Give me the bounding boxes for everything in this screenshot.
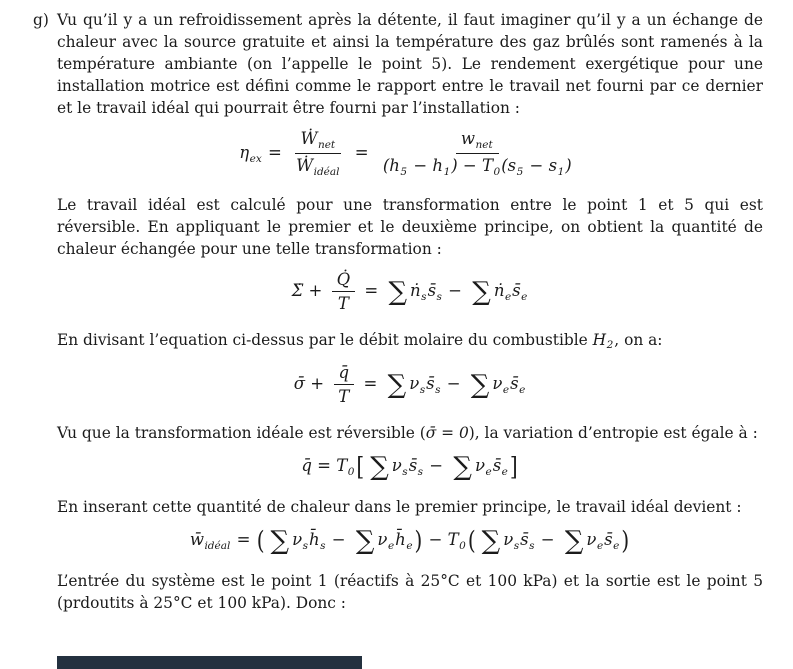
math-fraction — [291, 129, 345, 178]
paragraph-divide-molar-flow-post: , on a: — [614, 331, 663, 349]
summation-operator: ∑ — [472, 277, 491, 307]
math-fraction — [378, 129, 577, 178]
math-text: T — [338, 387, 350, 406]
math-subscript: 5 — [400, 166, 408, 178]
summation-operator: ∑ — [270, 526, 290, 556]
math-numerator — [456, 129, 499, 154]
math-subscript: e — [485, 466, 492, 478]
math-subscript: 0 — [459, 540, 466, 552]
math-subscript: e — [387, 540, 395, 552]
list-item-g — [33, 9, 763, 623]
math-delimiter: ) — [621, 524, 630, 556]
math-subscript: idéal — [204, 540, 231, 552]
math-numerator — [334, 363, 355, 385]
math-text: η — [239, 143, 250, 162]
math-text: = — [358, 374, 383, 393]
math-text: ν — [586, 530, 597, 549]
math-subscript: s — [513, 540, 520, 552]
math-denominator — [378, 154, 577, 178]
math-numerator — [295, 129, 341, 154]
math-subscript: e — [502, 384, 510, 396]
math-text: Q̇ — [336, 270, 351, 289]
math-text: − — [441, 374, 466, 393]
math-subscript: s — [320, 540, 326, 552]
summation-operator: ∑ — [355, 526, 375, 556]
math-text: s̄ — [492, 456, 502, 475]
math-subscript: s — [417, 466, 424, 478]
math-text: ν — [391, 456, 402, 475]
math-subscript: s — [302, 540, 308, 552]
summation-operator: ∑ — [564, 526, 584, 556]
math-subscript: 5 — [516, 166, 524, 178]
math-denominator — [333, 292, 354, 313]
math-subscript: 1 — [443, 166, 451, 178]
math-subscript: s — [435, 384, 441, 396]
math-text: s̄ — [427, 281, 437, 300]
math-text: ) − T — [451, 156, 494, 175]
math-text: ν — [292, 530, 303, 549]
paragraph-exergy-intro: Vu qu’il y a un refroidissement après la détente, il faut imaginer qu’il y a un échange de chaleur avec la source gratuite et ainsi la température des gaz brûlés sont ramenés à la température ambiante (on l’appelle le point 5). Le rendement exergétique pour une installation motrice est défini comme le rapport entre le travail net fourni par ce dernier et le travail idéal qui pourrait être fourni par l’installation : — [57, 11, 763, 117]
math-subscript: idéal — [313, 166, 340, 178]
paragraph-reversible-transformation — [57, 422, 763, 444]
equation-ideal-work — [57, 524, 763, 556]
math-text: s̄ — [604, 530, 613, 549]
math-text: h̄ — [395, 530, 406, 549]
math-text: h̄ — [309, 530, 320, 549]
math-numerator — [332, 270, 356, 292]
equation-reversible-heat — [57, 450, 763, 482]
math-text: σ̄ + — [293, 374, 330, 393]
math-subscript: e — [613, 540, 620, 552]
math-subscript: net — [317, 139, 336, 151]
math-text: H — [592, 331, 607, 349]
math-text: Σ̇ + — [291, 281, 328, 300]
math-text: ν — [409, 374, 420, 393]
summation-operator: ∑ — [387, 370, 407, 400]
math-subscript: s — [402, 466, 408, 478]
paragraph-insert-heat: En inserant cette quantité de chaleur dans le premier principe, le travail idéal devient : — [57, 498, 742, 516]
math-delimiter: ( — [256, 524, 265, 556]
math-text: q̄ = T — [301, 456, 348, 475]
paragraph-divide-molar-flow — [57, 329, 763, 353]
item-body — [57, 9, 763, 623]
math-text: ν — [377, 530, 388, 549]
math-subscript: e — [519, 384, 526, 396]
math-text: T — [337, 294, 349, 313]
math-subscript: e — [596, 540, 604, 552]
math-text: q̄ — [338, 363, 350, 382]
math-delimiter: ] — [509, 450, 518, 482]
math-text: Ẇ — [300, 129, 318, 148]
math-subscript: e — [406, 540, 413, 552]
math-delimiter: ( — [467, 524, 476, 556]
math-text: = — [359, 281, 384, 300]
math-subscript: 1 — [557, 166, 565, 178]
summation-operator: ∑ — [453, 452, 472, 482]
math-subscript: s — [436, 291, 442, 303]
math-text: s̄ — [510, 374, 519, 393]
math-text: = — [231, 530, 256, 549]
math-delimiter: ) — [414, 524, 423, 556]
math-text: ν — [503, 530, 514, 549]
summation-operator: ∑ — [481, 526, 501, 556]
math-fraction — [332, 270, 356, 313]
math-text: = — [262, 143, 288, 162]
paragraph-divide-molar-flow-pre: En divisant l’equation ci-dessus par le débit molaire du combustible — [57, 331, 593, 349]
math-text: − h — [408, 156, 444, 175]
math-text: w̄ — [189, 530, 204, 549]
hydrogen-symbol — [593, 331, 615, 349]
math-text: − T — [423, 530, 459, 549]
summation-operator: ∑ — [388, 277, 408, 307]
math-subscript: s — [421, 291, 427, 303]
math-delimiter: [ — [356, 450, 365, 482]
equation-entropy-balance — [57, 270, 763, 313]
math-denominator — [333, 385, 354, 406]
summation-operator: ∑ — [370, 452, 389, 482]
math-text: − — [535, 530, 560, 549]
math-subscript: e — [504, 291, 512, 303]
math-text: ṅ — [493, 281, 505, 300]
math-text: − — [442, 281, 468, 300]
paragraph-reversible-pre: Vu que la transformation idéale est réversible ( — [57, 424, 426, 442]
math-text: w — [460, 129, 475, 148]
math-subscript: ex — [249, 153, 262, 165]
math-text: (s — [501, 156, 517, 175]
math-text: − — [424, 456, 449, 475]
equation-exergetic-efficiency — [57, 129, 763, 178]
summation-operator: ∑ — [470, 370, 490, 400]
sigma-zero-expression: σ̄ = 0 — [425, 424, 469, 442]
math-text: s̄ — [408, 456, 418, 475]
math-text: ν — [474, 456, 485, 475]
math-subscript: 0 — [347, 466, 355, 478]
math-text: = — [349, 143, 374, 162]
math-text: Ẇ — [296, 156, 314, 175]
math-subscript: s — [529, 540, 535, 552]
math-denominator — [291, 154, 345, 178]
equation-molar-entropy-balance — [57, 363, 763, 406]
paragraph-reversible-post: ), la variation d’entropie est égale à : — [468, 424, 758, 442]
paragraph-ideal-work-intro: Le travail idéal est calculé pour une transformation entre le point 1 et 5 qui est réversible. En appliquant le premier et le deuxième principe, on obtient la quantité de chaleur échangée pour une telle transformation : — [57, 196, 763, 258]
math-text: ν — [492, 374, 503, 393]
paragraph-system-inlet-outlet: L’entrée du système est le point 1 (réactifs à 25°C et 100 kPa) et la sortie est le point 5 (prdoutits à 25°C et 100 kPa). Donc : — [57, 572, 763, 612]
partially-rendered-equation-bar — [57, 656, 362, 669]
math-text: (h — [382, 156, 400, 175]
math-text: s̄ — [512, 281, 521, 300]
math-text: ṅ — [410, 281, 421, 300]
math-text: s̄ — [426, 374, 435, 393]
math-subscript: net — [475, 139, 493, 151]
math-text: ) — [565, 156, 572, 175]
math-subscript: 2 — [606, 339, 614, 351]
math-text: − — [326, 530, 351, 549]
math-fraction — [333, 363, 354, 406]
math-subscript: 0 — [493, 166, 501, 178]
math-text: s̄ — [520, 530, 529, 549]
math-subscript: e — [521, 291, 528, 303]
math-text: − s — [524, 156, 558, 175]
math-subscript: e — [501, 466, 508, 478]
item-marker: g) — [33, 11, 49, 29]
math-subscript: s — [419, 384, 426, 396]
